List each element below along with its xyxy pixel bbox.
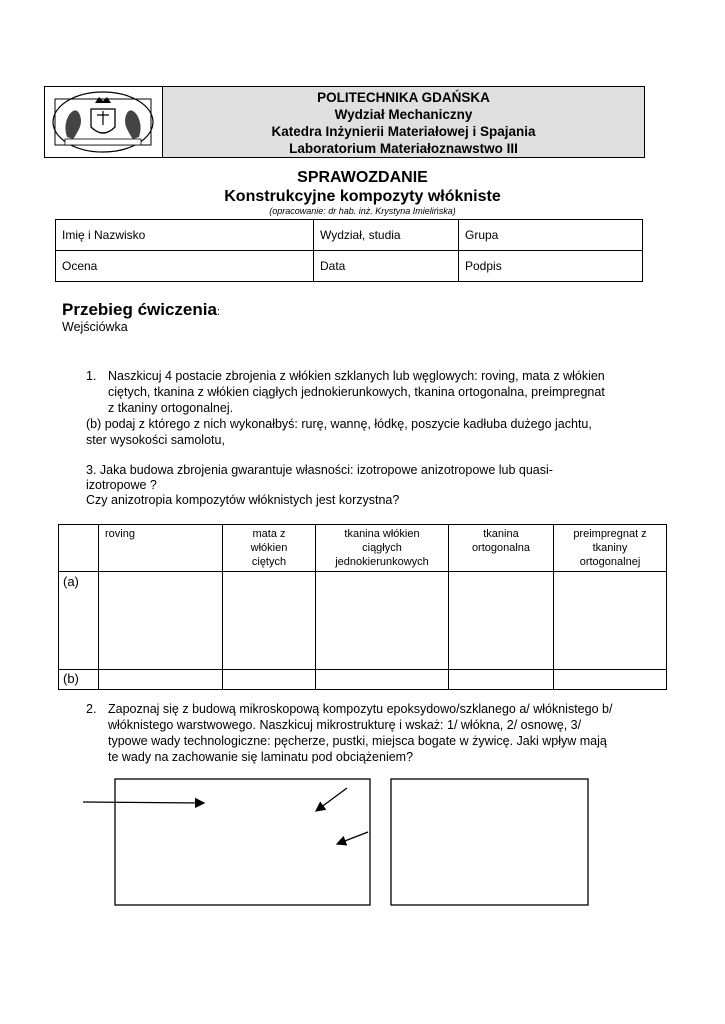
col-pre-l2: tkaniny xyxy=(592,542,628,554)
faculty-field[interactable] xyxy=(314,220,459,251)
grid-row-a xyxy=(59,572,667,670)
grade-label: Ocena xyxy=(62,259,98,273)
cell-b-preimpregnat[interactable] xyxy=(554,670,667,690)
question1-line3: z tkaniny ortogonalnej. xyxy=(108,401,234,415)
cell-a-mata[interactable] xyxy=(223,572,316,670)
section-subtitle: Wejściówka xyxy=(62,320,128,334)
university-logo xyxy=(45,87,163,157)
col-mata-l3: ciętych xyxy=(251,556,287,568)
col-pre-l3: ortogonalnej xyxy=(579,556,641,568)
col-tkj-l3: jednokierunkowych xyxy=(335,556,429,568)
report-subtitle: Konstrukcyjne kompozyty włókniste xyxy=(224,188,501,205)
section-title xyxy=(62,300,220,320)
col-tko-l1: tkanina xyxy=(483,528,519,540)
col-roving-l1: roving xyxy=(105,528,135,540)
question3-line3: Czy anizotropia kompozytów włóknistych jest korzystna? xyxy=(86,493,400,507)
col-tkj-l1: tkanina włókien xyxy=(344,528,420,540)
report-author: (opracowanie: dr hab. inż. Krystyna Imielińska) xyxy=(269,206,456,216)
group-label: Grupa xyxy=(465,228,499,242)
col-header-preimpregnat xyxy=(554,525,667,572)
group-field[interactable] xyxy=(459,220,643,251)
sketch-area xyxy=(0,770,725,920)
col-header-tkanina-orto xyxy=(449,525,554,572)
laboratory-name: Laboratorium Materiałoznawstwo III xyxy=(289,141,518,156)
faculty-name: Wydział Mechaniczny xyxy=(334,107,473,122)
arrow-left-icon xyxy=(337,832,368,844)
signature-label: Podpis xyxy=(465,259,502,273)
cell-a-tkanina-orto[interactable] xyxy=(449,572,554,670)
row-a-label: (a) xyxy=(59,572,99,670)
section-title-colon: : xyxy=(216,306,221,318)
question2-number: 2. xyxy=(86,702,97,716)
section-title-text: Przebieg ćwiczenia xyxy=(62,300,217,319)
question2-line4: te wady na zachowanie się laminatu pod obciążeniem? xyxy=(108,750,414,764)
name-field[interactable] xyxy=(56,220,314,251)
col-tko-l2: ortogonalna xyxy=(471,542,531,554)
cell-b-mata[interactable] xyxy=(223,670,316,690)
question1-line2: ciętych, tkanina z włókien ciągłych jednokierunkowych, tkanina ortogonalna, preimpregnat xyxy=(108,385,605,399)
arrow-down-left-icon xyxy=(316,788,347,811)
col-mata-l2: włókien xyxy=(250,542,288,554)
signature-field[interactable] xyxy=(459,251,643,282)
grid-corner xyxy=(59,525,99,572)
cell-a-tkanina-jedno[interactable] xyxy=(316,572,449,670)
student-info-table xyxy=(55,219,643,282)
sketch-box-right[interactable] xyxy=(391,779,588,905)
cell-b-roving[interactable] xyxy=(99,670,223,690)
header-titles xyxy=(163,87,644,157)
date-field[interactable] xyxy=(314,251,459,282)
reinforcement-grid xyxy=(58,524,667,690)
header-block xyxy=(44,86,645,158)
cell-a-preimpregnat[interactable] xyxy=(554,572,667,670)
col-mata-l1: mata z xyxy=(252,528,286,540)
grade-field[interactable] xyxy=(56,251,314,282)
question1-line5: ster wysokości samolotu, xyxy=(86,433,225,447)
cell-b-tkanina-orto[interactable] xyxy=(449,670,554,690)
cell-b-tkanina-jedno[interactable] xyxy=(316,670,449,690)
question2-line3: typowe wady technologiczne: pęcherze, pustki, miejsca bogate w żywicę. Jaki wpływ mają xyxy=(108,734,607,748)
col-header-roving xyxy=(99,525,223,572)
date-label: Data xyxy=(320,259,346,273)
faculty-label: Wydział, studia xyxy=(320,228,401,242)
question2-line2: włóknistego warstwowego. Naszkicuj mikrostrukturę i wskaż: 1/ włókna, 2/ osnowę, 3/ xyxy=(108,718,582,732)
sketch-box-left[interactable] xyxy=(115,779,370,905)
department-name: Katedra Inżynierii Materiałowej i Spajania xyxy=(271,124,536,139)
question3-line2: izotropowe ? xyxy=(86,478,157,492)
question1-number: 1. xyxy=(86,369,97,383)
question1-line1: Naszkicuj 4 postacie zbrojenia z włókien szklanych lub węglowych: roving, mata z włókien xyxy=(108,369,605,383)
question3-line1: 3. Jaka budowa zbrojenia gwarantuje własności: izotropowe anizotropowe lub quasi- xyxy=(86,463,553,477)
row-b-label: (b) xyxy=(59,670,99,690)
col-pre-l1: preimpregnat z xyxy=(573,528,647,540)
question1-line4: (b) podaj z którego z nich wykonałbyś: rurę, wannę, łódkę, poszycie kadłuba dużego jachtu, xyxy=(86,417,592,431)
col-tkj-l2: ciągłych xyxy=(362,542,402,554)
col-header-mata xyxy=(223,525,316,572)
question2-line1: Zapoznaj się z budową mikroskopową kompozytu epoksydowo/szklanego a/ włóknistego b/ xyxy=(108,702,613,716)
name-label: Imię i Nazwisko xyxy=(62,228,146,242)
col-header-tkanina-jedno xyxy=(316,525,449,572)
cell-a-roving[interactable] xyxy=(99,572,223,670)
arrow-right-icon xyxy=(83,802,204,803)
report-title: SPRAWOZDANIE xyxy=(297,169,428,186)
university-name: POLITECHNIKA GDAŃSKA xyxy=(317,90,490,105)
grid-row-b xyxy=(59,670,667,690)
